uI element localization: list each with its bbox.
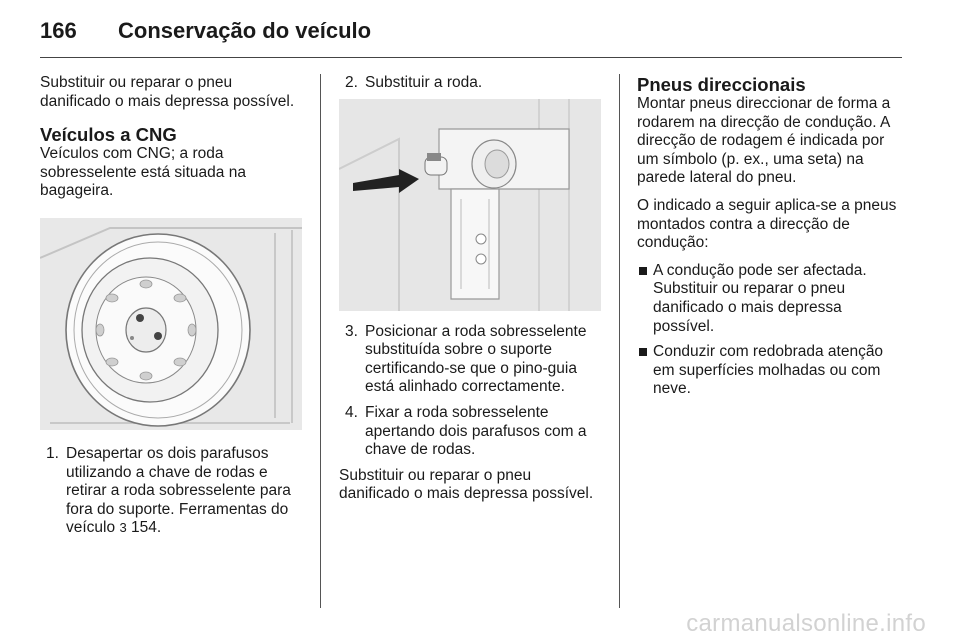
step-text: Fixar a roda sobresselente apertando dois parafusos com a chave de rodas. (365, 403, 587, 459)
column-left (40, 74, 306, 545)
step-item (40, 445, 306, 538)
wheel-holder-drawing (339, 99, 601, 311)
page-reference-arrow-icon[interactable]: 3 (119, 520, 127, 536)
list-item (637, 343, 905, 399)
bullet-text: Conduzir com redobrada atenção em superfícies molhadas ou com neve. (653, 343, 884, 398)
step-text: Substituir a roda. (365, 74, 483, 91)
step-text: Desapertar os dois parafusos utilizando a chave de rodas e retirar a roda sobresselente para fora do suporte. Ferramentas do veículo (66, 444, 291, 537)
step-item (339, 404, 605, 460)
spare-wheel-illustration (40, 218, 302, 430)
column-divider-1 (320, 74, 321, 608)
step-list-3 (339, 323, 605, 460)
column-divider-2 (619, 74, 620, 608)
directional-paragraph-2: O indicado a seguir aplica-se a pneus montados contra a direcção de condução: (637, 196, 897, 252)
intro-paragraph: Substituir ou reparar o pneu danificado o mais depressa possível. (40, 74, 295, 110)
list-item (637, 262, 905, 336)
section-heading-cng: Veículos a CNG (40, 124, 177, 146)
closing-paragraph: Substituir ou reparar o pneu danificado o mais depressa possível. (339, 466, 594, 503)
cng-paragraph: Veículos com CNG; a roda sobresselente está situada na bagageira. (40, 145, 246, 200)
page-reference-link[interactable]: 154. (130, 519, 162, 537)
step-number: 2. (345, 74, 358, 91)
wheel-holder-illustration (339, 99, 601, 311)
directional-paragraph-1: Montar pneus direccionar de forma a rodarem na direcção de condução. A direcção de rodagem é indicada por um símbolo (p. ex., uma seta) na parede lateral do pneu. (637, 95, 891, 187)
step-text: Posicionar a roda sobresselente substituída sobre o suporte certificando-se que o pino-guia está alinhado correctamente. (365, 322, 587, 396)
step-number: 4. (345, 403, 358, 421)
bullet-list (637, 262, 905, 399)
step-item (339, 74, 605, 93)
page-title: Conservação do veículo (118, 18, 372, 43)
step-list-2 (339, 74, 605, 93)
step-number: 1. (46, 444, 59, 462)
bullet-text: A condução pode ser afectada. Substituir ou reparar o pneu danificado o mais depressa possível. (653, 261, 867, 335)
step-list-1 (40, 445, 306, 538)
page-number: 166 (40, 18, 77, 43)
spare-wheel-drawing (40, 218, 302, 430)
section-heading-directional-tyres: Pneus direccionais (637, 74, 806, 95)
header-divider (40, 57, 902, 58)
watermark: carmanualsonline.info (686, 610, 926, 637)
column-middle (339, 74, 605, 504)
square-bullet-icon (639, 267, 647, 275)
page-header (40, 14, 902, 54)
step-item (339, 323, 605, 397)
square-bullet-icon (639, 348, 647, 356)
column-right (637, 74, 905, 406)
step-number: 3. (345, 322, 358, 340)
